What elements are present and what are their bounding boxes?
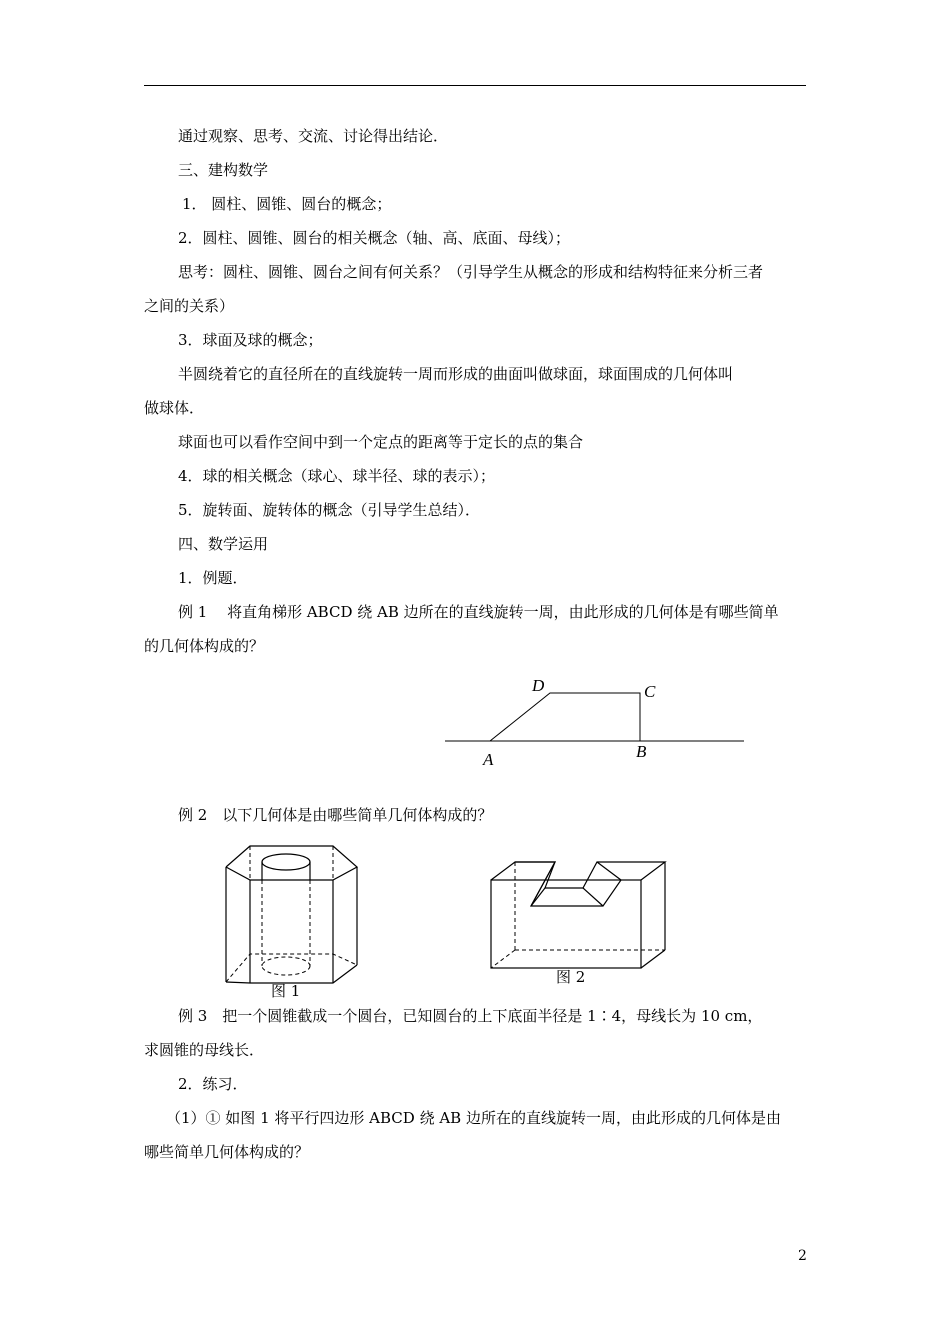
point-label-a: A [483,750,494,769]
text-line-7: 3．球面及球的概念； [178,331,323,349]
point-label-c: C [644,682,656,701]
example-2-line: 例 2 以下几何体是由哪些简单几何体构成的？ [178,806,493,824]
text-line-12: 5．旋转面、旋转体的概念（引导学生总结）． [178,501,481,519]
practice-heading: 2．练习． [178,1075,248,1093]
point-label-b: B [636,742,647,761]
practice-1-line-2: 哪些简单几何体构成的？ [144,1143,310,1161]
example-3-line-1: 例 3 把一个圆锥截成一个圆台，已知圆台的上下底面半径是 1∶4，母线长为 10 cm， [178,1007,763,1025]
text-line-11: 4．球的相关概念（球心、球半径、球的表示）； [178,467,496,485]
example-1-line-1: 例 1 将直角梯形 ABCD 绕 AB 边所在的直线旋转一周，由此形成的几何体是有哪些简单 [178,603,779,621]
text-line-5: 思考：圆柱、圆锥、圆台之间有何关系？（引导学生从概念的形成和结构特征来分析三者 [178,263,764,281]
text-line-8: 半圆绕着它的直径所在的直线旋转一周而形成的曲面叫做球面，球面围成的几何体叫 [178,365,734,383]
text-line-1: 通过观察、思考、交流、讨论得出结论． [178,127,449,145]
text-line-6: 之间的关系） [144,297,235,315]
section-heading-3: 三、建构数学 [178,161,269,179]
point-label-d: D [532,676,545,695]
example-1-line-2: 的几何体构成的？ [144,637,265,655]
text-line-4: 2．圆柱、圆锥、圆台的相关概念（轴、高、底面、母线）； [178,229,571,247]
figure-2-caption: 图 2 [556,968,586,986]
text-line-9: 做球体． [144,399,205,417]
practice-1-line-1: （1）① 如图 1 将平行四边形 ABCD 绕 AB 边所在的直线旋转一周，由此形成的几何体是由 [166,1109,781,1127]
example-3-line-2: 求圆锥的母线长． [144,1041,265,1059]
figure-1-caption: 图 1 [271,982,301,1000]
text-line-10: 球面也可以看作空间中到一个定点的距离等于定长的点的集合 [178,433,584,451]
section-heading-4: 四、数学运用 [178,535,269,553]
page-number: 2 [798,1248,807,1264]
text-line-3: 1． 圆柱、圆锥、圆台的概念； [182,195,392,213]
header-rule [144,85,806,86]
text-line-14: 1．例题． [178,569,248,587]
